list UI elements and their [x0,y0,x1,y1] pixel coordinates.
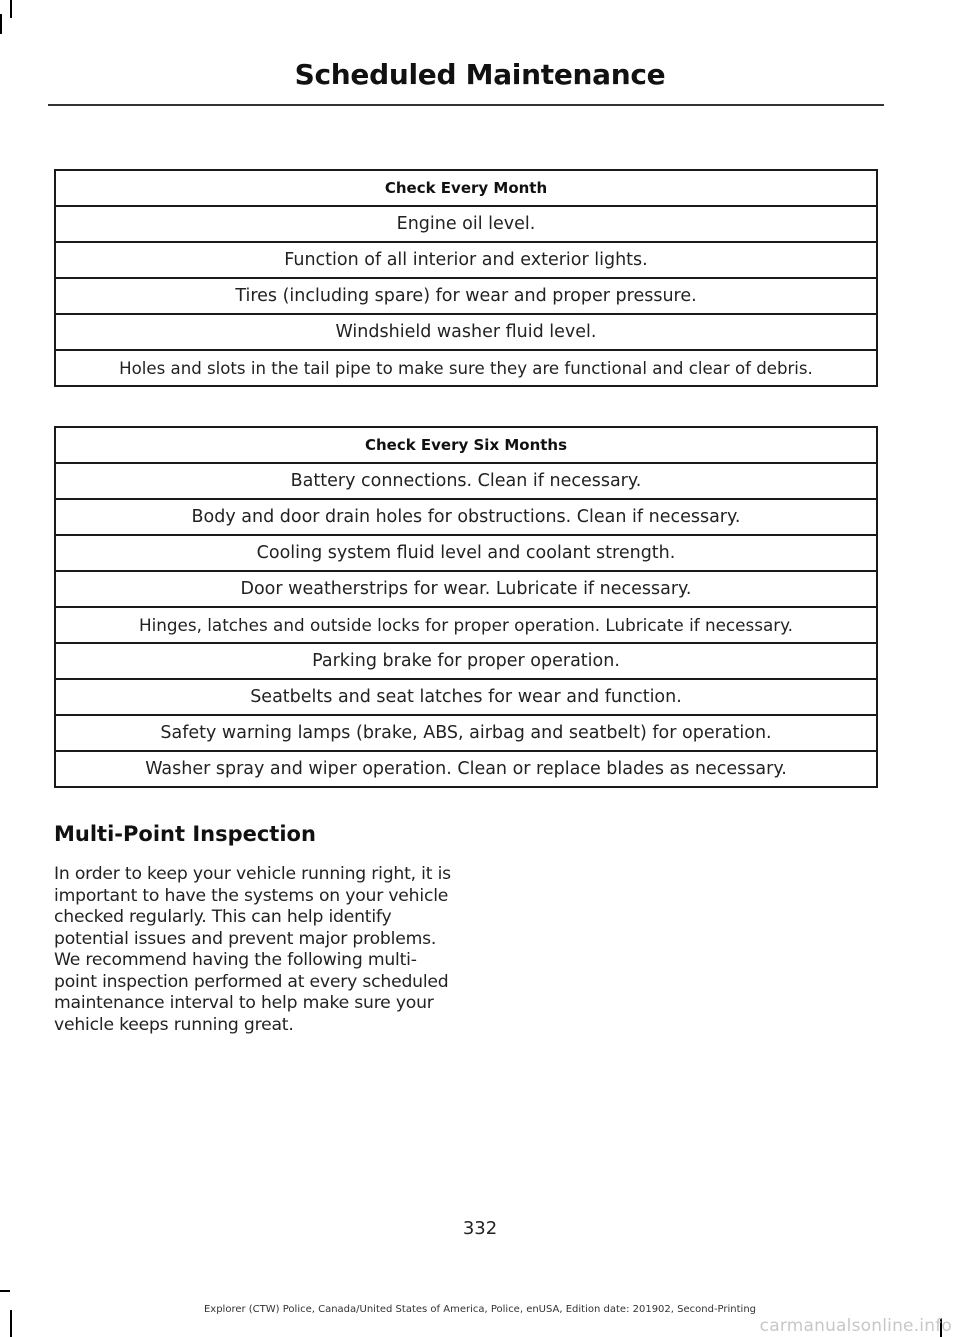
table-cell: Function of all interior and exterior lights. [55,242,877,278]
table-row [55,314,877,350]
table-row [55,607,877,643]
table-row [55,535,877,571]
page-title: Scheduled Maintenance [294,58,666,91]
table-header-row [55,170,877,206]
table-row [55,350,877,386]
table-row [55,499,877,535]
crop-mark-top-left [10,0,12,18]
table-header: Check Every Month [55,170,877,206]
table-row [55,278,877,314]
table-cell: Tires (including spare) for wear and proper pressure. [55,278,877,314]
table-cell: Door weatherstrips for wear. Lubricate if necessary. [55,571,877,607]
monthly-check-table [54,169,878,387]
crop-mark-left-vertical [0,14,2,34]
crop-mark-bottom-left-horizontal [0,1290,10,1292]
table-cell: Parking brake for proper operation. [55,643,877,679]
six-month-check-table [54,426,878,788]
table-cell: Engine oil level. [55,206,877,242]
table-cell: Windshield washer fluid level. [55,314,877,350]
body-paragraph: In order to keep your vehicle running right, it is important to have the systems on your vehicle checked regularly. This can help identify potential issues and prevent major problems. We recommend having the following multi-point inspection performed at every scheduled maintenance interval to help make sure your vehicle keeps running great. [54,864,451,1035]
table-row [55,751,877,787]
table-cell: Holes and slots in the tail pipe to make sure they are functional and clear of debris. [55,350,877,386]
table-cell: Battery connections. Clean if necessary. [55,463,877,499]
section-heading: Multi-Point Inspection [54,822,316,846]
table-cell: Seatbelts and seat latches for wear and function. [55,679,877,715]
table-row [55,571,877,607]
table-header-row [55,427,877,463]
table-cell: Washer spray and wiper operation. Clean or replace blades as necessary. [55,751,877,787]
page-number: 332 [462,1218,498,1239]
table-row [55,242,877,278]
footer-edition-info: Explorer (CTW) Police, Canada/United States of America, Police, enUSA, Edition date: 201902, Second-Printing [203,1304,757,1315]
table-row [55,715,877,751]
table-row [55,679,877,715]
header-divider [48,104,884,106]
table-cell: Body and door drain holes for obstructions. Clean if necessary. [55,499,877,535]
table-cell: Safety warning lamps (brake, ABS, airbag and seatbelt) for operation. [55,715,877,751]
table-cell: Hinges, latches and outside locks for proper operation. Lubricate if necessary. [55,607,877,643]
table-row [55,463,877,499]
table-row [55,643,877,679]
watermark: carmanualsonline.info [759,1316,952,1336]
table-header: Check Every Six Months [55,427,877,463]
table-cell: Cooling system fluid level and coolant strength. [55,535,877,571]
table-row [55,206,877,242]
